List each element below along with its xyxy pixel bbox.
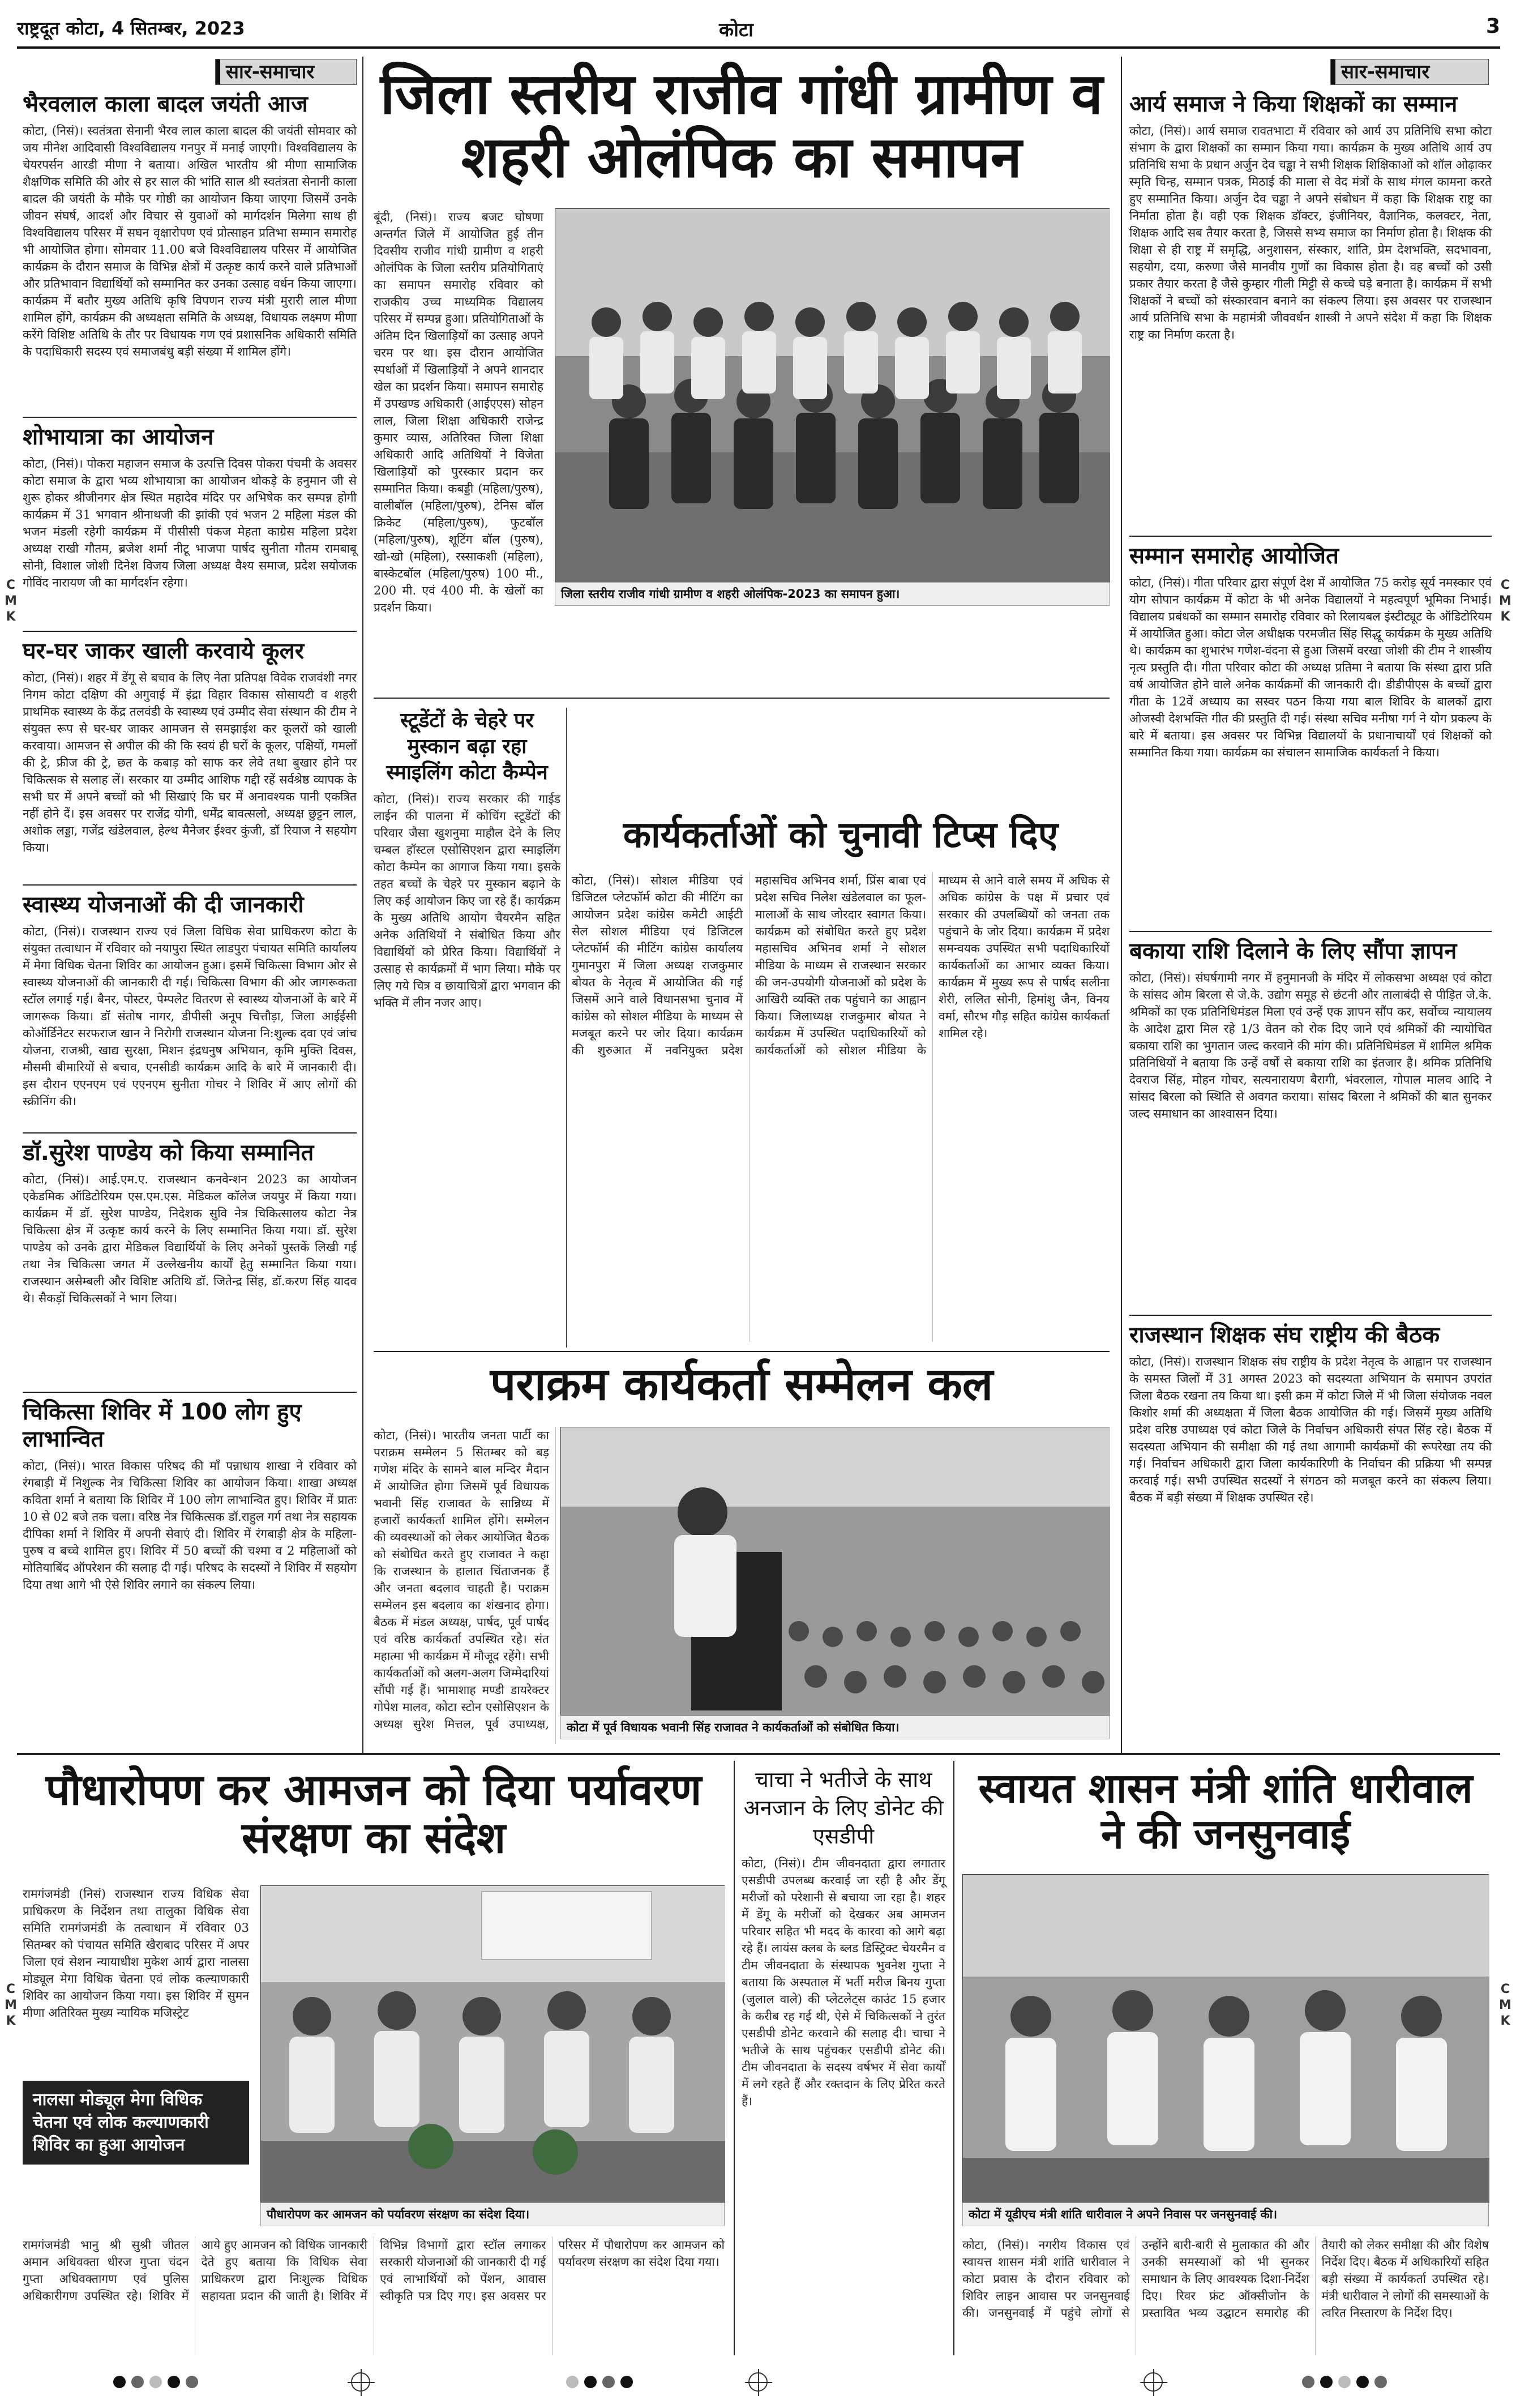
story-sammaan-samaroh <box>1129 542 1492 927</box>
color-dot <box>186 2376 198 2388</box>
story-headline: चाचा ने भतीजे के साथ अनजान के लिए डोनेट की एसडीपी <box>743 1767 944 1849</box>
photo-olympic-caption: जिला स्तरीय राजीव गांधी ग्रामीण व शहरी ओलंपिक-2023 का समापन हुआ। <box>555 582 1110 606</box>
cmk-mark-right: C M K <box>1499 578 1511 624</box>
registration-mark <box>748 2372 768 2392</box>
photo-sammelan-image <box>561 1427 1110 1716</box>
story-headline: घर-घर जाकर खाली करवाये कूलर <box>23 638 305 664</box>
story-headline: सम्मान समारोह आयोजित <box>1129 543 1339 569</box>
story-bakaya-rashi <box>1129 938 1492 1311</box>
photo-jansunwai-image <box>963 1875 1489 2203</box>
story-arya-samaj <box>1129 91 1492 532</box>
headline-jansunwai: स्वायत शासन मंत्री शांति धारीवाल ने की जनसुनवाई <box>978 1764 1473 1858</box>
story-chikitsa-shivir <box>23 1398 357 1744</box>
divider <box>23 417 357 418</box>
color-dot <box>566 2376 579 2388</box>
story-headline: बकाया राशि दिलाने के लिए सौंपा ज्ञापन <box>1129 938 1457 964</box>
cmk-mark-left-bottom: C M K <box>5 1982 17 2028</box>
divider <box>1129 931 1492 932</box>
color-dot <box>131 2376 144 2388</box>
divider <box>1129 536 1492 537</box>
registration-mark <box>351 2372 370 2392</box>
story-jansunwai-body: कोटा, (निसं)। नगरीय विकास एवं स्वायत्त शासन मंत्री शांति धारीवाल ने कोटा प्रवास के दौरान रविवार को शिविर लाइन आवास पर जनसुनवाई की। जनसुनवाई में पहुंचे लोगों से उन्होंने बारी-बारी से मुलाकात की और उनकी समस्याओं को भी सुनकर समाधान के लिए आवश्यक दिशा-निर्देश दिए। रिवर फ्रंट ऑक्सीजोन के प्रस्तावित भव्य उद्घाटन समारोह की तैयारी को लेकर समीक्षा की और विशेष निर्देश दिए। बैठक में अधिकारियों सहित बड़ी संख्या में कार्यकर्ता उपस्थित रहे। मंत्री धारीवाल ने लोगों की समस्याओं के त्वरित निस्तारण के निर्देश दिए। <box>962 2238 1489 2320</box>
divider <box>23 884 357 886</box>
color-dot <box>1374 2376 1387 2388</box>
story-headline: स्टूडेंटों के चेहरे पर मुस्कान बढ़ा रहा स्माइलिंग कोटा कैम्पेन <box>386 709 548 784</box>
story-body: कोटा, (निसं)। राज्य सरकार की गाईड लाईन की पालना में कोचिंग स्टूडेंटों की परिवार जैसा खुशनुमा माहौल देने के लिए चम्बल हॉस्टल एसोसिएशन द्वारा स्माइलिंग कोटा कैम्पेन का आगाज किया गया। इसके तहत बच्चों के चेहरे पर मुस्कान बढ़ाने के लिए कई आयोजन किए जा रहे हैं। कार्यक्रम के मुख्य अतिथि आयोग चैयरमैन सहित अनेक अतिथियों ने संबोधित किया और विद्यार्थियों को प्रेरित किया। विद्यार्थियों ने उत्साह से कार्यक्रमों में भाग लिया। मौके पर लिए गये चित्र व छायाचित्रों द्वारा भगवान की भक्ति में लीन नजर आए। <box>374 792 560 1010</box>
color-bar-right <box>1302 2376 1387 2388</box>
section-tag-left: सार-समाचार <box>215 59 357 85</box>
story-body: कोटा, (निसं)। संघर्षगामी नगर में हनुमानजी के मंदिर में लोकसभा अध्यक्ष एवं कोटा के सांसद ओम बिरला से जे.के. उद्योग समूह से छंटनी और तालाबंदी से पीड़ित जे.के. श्रमिकों का एक प्रतिनिधिमंडल मिला एवं उन्हें एक ज्ञापन सौंप कर, सर्वोच्च न्यायालय के आदेश द्वारा मिल रहे 1/3 वेतन को रोक दिए जाने एवं श्रमिकों की न्यायोचित बकाया राशि का भुगतान जल्द करवाने की मांग की। प्रतिनिधिमंडल में शामिल श्रमिक प्रतिनिधियों ने बताया कि उन्हें वर्षों से बकाया राशि का इंतजार है। श्रमिक प्रतिनिधि देवराज सिंह, मोहन गोचर, सत्यनारायण बैरागी, भंवरलाल, गोपाल मालव आदि ने सांसद बिरला को स्थिति से अवगत कराया। सांसद बिरला ने श्रमिकों की बात सुनकर जल्द समाधान का आश्वासन दिया। <box>1129 971 1492 1120</box>
color-bar-center <box>566 2376 633 2388</box>
photo-paudharopan-caption: पौधारोपण कर आमजन को पर्यावरण संरक्षण का संदेश दिया। <box>260 2202 725 2226</box>
photo-paudharopan <box>260 1885 725 2202</box>
section-tag-right: सार-समाचार <box>1330 59 1489 85</box>
cmk-mark-left: C M K <box>5 578 17 624</box>
story-body: कोटा, (निसं)। भारत विकास परिषद की माँ पन्नाधाय शाखा ने रविवार को रंगबाड़ी में निशुल्क नेत्र चिकित्सा शिविर का आयोजन किया। शाखा अध्यक्ष कविता शर्मा ने बताया कि शिविर में 100 लोग लाभान्वित हुए। शिविर में प्रातः 10 से 02 बजे तक चला। वरिष्ठ नेत्र चिकित्सक डॉ.राहुल गर्ग तथा नेत्र सहायक दीपिका शर्मा ने शिविर में अपनी सेवाएं दी। शिविर में रंगबाड़ी क्षेत्र के महिला-पुरुष व बच्चे शामिल हुए। शिविर में 50 बच्चों की चश्मा व 2 महिलाओं को मोतियाबिंद ऑपरेशन की सलाह दी गई। परिषद के सदस्यों ने शिविर में सहयोग दिया तथा आगे भी ऐसे शिविर लगाने का संकल्प लिया। <box>23 1459 357 1592</box>
color-dot <box>1320 2376 1333 2388</box>
callout-nalsa-shivir <box>23 2081 249 2165</box>
story-paudharopan-intro: रामगंजमंडी (निसं) राजस्थान राज्य विधिक सेवा प्राधिकरण के निर्देशन तथा तालुका विधिक सेवा समिति रामगंजमंडी के तत्वाधान में रविवार 03 सितम्बर को पंचायत समिति खैराबाद परिसर में अपर जिला एवं सेशन न्यायाधीश मुकेश आर्य द्वारा नालसा मोड्यूल मेगा विधिक चेतना एवं लोक कल्याणकारी शिविर का आयोजन किया गया। इस शिविर में सुमन मीणा अतिरिक्त मुख्य न्यायिक मजिस्ट्रेट <box>23 1887 249 2020</box>
story-shobhayatra <box>23 424 357 627</box>
photo-olympic-team <box>555 208 1110 582</box>
story-headline: भैरवलाल काला बादल जयंती आज <box>23 91 308 117</box>
story-headline: शोभायात्रा का आयोजन <box>23 424 214 450</box>
story-body: कोटा, (निसं)। स्वतंत्रता सेनानी भैरव लाल काला बादल की जयंती सोमवार को जय मीनेश आदिवासी विश्वविद्यालय गनपुर में मनाई जाएगी। विश्वविद्यालय के चेयरपर्सन आरडी मीणा ने बताया। अखिल भारतीय श्री मीणा सामाजिक शैक्षणिक समिति की ओर से हर साल की भांति साल श्री स्वतंत्रता सेनानी काला बादल की जयंती के मौके पर गोष्ठी का आयोजन किया जाएगा जिसमें उनके जीवन संघर्ष, आदर्श और विचार से युवाओं को मार्गदर्शन मिलेगा साथ ही विश्वविद्यालय परिसर में सघन वृक्षारोपण एवं प्रोत्साहन प्रतिभा सम्मान समारोह भी आयोजित होगा। सोमवार 11.00 बजे विश्वविद्यालय परिसर में आयोजित कार्यक्रम के दौरान समाज के विभिन्न क्षेत्रों में उत्कृष्ट कार्य करने वाले प्रतिभाओं और प्रतिभावान विद्यार्थियों को सम्मानित कर उनका उत्साह वर्धन किया जाएगा। कार्यक्रम में बतौर मुख्य अतिथि कृषि विपणन राज्य मंत्री मुरारी लाल मीणा शामिल होंगे, कार्यक्रम की अध्यक्षता समिति के अध्यक्ष, विधायक लक्ष्मण मीणा करेंगे विशिष्ट अतिथि के तौर पर विधायक गण एवं प्रशासनिक अधिकारी समिति के पदाधिकारी सदस्य एवं समाजबंधु बड़ी संख्या में शामिल होंगे। <box>23 124 357 358</box>
color-dot <box>602 2376 615 2388</box>
story-headline: आर्य समाज ने किया शिक्षकों का सम्मान <box>1129 91 1458 117</box>
story-headline: डॉ.सुरेश पाण्डेय को किया सम्मानित <box>23 1140 314 1166</box>
masthead-city: कोटा <box>719 19 753 41</box>
story-cooler <box>23 638 357 881</box>
story-body: कोटा, (निसं)। टीम जीवनदाता द्वारा लगातार एसडीपी उपलब्ध करवाई जा रही है और डेंगू मरीजों को परेशानी से बचाया जा रहा है। शहर में डेंगू के मरीजों को देखकर अब आमजन परिवार सहित भी मदद के कारवा को आगे बढ़ा रहे हैं। लायंस क्लब के ब्लड डिस्ट्रिक्ट चेयरमैन व टीम जीवनदाता के संस्थापक भुवनेश गुप्ता ने बताया कि अस्पताल में भर्ती मरीज बिनय गुप्ता (जुलाल वाले) की प्लेटलेट्स काउंट 15 हजार के करीब रह गई थी, ऐसे में चिकित्सकों ने तुरंत एसडीपी डोनेट करवाने की सलाह दी। चाचा ने भतीजे के साथ पहुंचकर एसडीपी डोनेट की। टीम जीवनदाता के सदस्य वर्षभर में सेवा कार्यों में लगे रहते हैं और रक्तदान के लिए प्रेरित करते हैं। <box>742 1857 945 2108</box>
color-dot <box>1338 2376 1351 2388</box>
headline-olympic: जिला स्तरीय राजीव गांधी ग्रामीण व शहरी ओलंपिक का समापन <box>380 61 1103 190</box>
column-rule <box>566 708 567 1348</box>
divider <box>374 1351 1110 1352</box>
photo-sammelan-caption: कोटा में पूर्व विधायक भवानी सिंह राजावत ने कार्यकर्ताओं को संबोधित किया। <box>560 1716 1110 1739</box>
story-kala-badal <box>23 91 357 413</box>
divider <box>23 1132 357 1134</box>
section-divider <box>17 1753 1500 1755</box>
photo-jansunwai-caption: कोटा में यूडीएच मंत्री शांति धारीवाल ने अपने निवास पर जनसुनवाई की। <box>962 2202 1489 2226</box>
headline-paudharopan: पौधारोपण कर आमजन को दिया पर्यावरण संरक्षण का संदेश <box>45 1764 702 1863</box>
color-bar-left <box>113 2376 198 2388</box>
divider <box>1129 1315 1492 1316</box>
story-body: कोटा, (निसं)। शहर में डेंगू से बचाव के लिए नेता प्रतिपक्ष विवेक राजवंशी नगर निगम कोटा दक्षिण की अगुवाई में इंद्रा विहार विकास सोसायटी व शहरी प्राथमिक स्वास्थ्य के केंद्र तलवंडी के स्वास्थ्य एवं उम्मीद सेवा संस्थान की टीम ने संयुक्त रूप से घर-घर जाकर आमजन से समझाईश कर कूलरों को खाली करवाया। आमजन से अपील की की कि स्वयं ही घरों के कूलर, पक्षियों, गमलों की ट्रे, फ्रीज की ट्रे, छत के कबाड़ को साफ कर लेवे तथा बुखार होने पर चिकित्सक से सलाह लें। सरकार या उम्मीद आशिफ गद्दी रहें सर्वश्रेष्ठ व्यापक के सभी घर में अपने बच्चों को भी सिखाएं कि घर में अनावश्यक पानी एकत्रित नहीं होने दें। इस अवसर पर राजेंद्र योगी, धर्मेंद्र बावत्सलो, अध्यक्ष छुट्टन लाल, अशोक लड्डा, गजेंद्र खंडेलवाल, हेल्थ मैनेजर ईश्वर कुंजी, डॉ रियाज ने सहयोग किया। <box>23 671 357 854</box>
story-body: कोटा, (निसं)। राजस्थान राज्य एवं जिला विधिक सेवा प्राधिकरण कोटा के संयुक्त तत्वाधान में रविवार को नयापुरा स्थित लाडपुरा पंचायत समिति कार्यालय में मेगा विधिक चेतना शिविर का आयोजन हुआ। इसमें चिकित्सा विभाग ओर से स्वास्थ्य योजनाओं की जानकारी दी गई। चिकित्सा विभाग की ओर जागरूकता स्टॉल लगाई गई। बैनर, पोस्टर, पेम्पलेट वितरण से स्वास्थ्य योजनाओं के बारे में जागरूक किया। डॉ संतोष नागर, डीपीसी अनूप चित्तौड़ा, जिला आईईसी कोऑर्डिनेटर सरफराज खान ने निरोगी राजस्थान योजना नि:शुल्क दवा एवं जांच योजना, राजश्री, खाद्य सुरक्षा, मिशन इंद्रधनुष अभियान, कृमि मुक्ति दिवस, मौसमी बीमारियों से बचाव, एनसीडी कार्यक्रम आदि के बारे में जानकारी दी। इस दौरान एएनएम एवं एएनएम सुनीता गोचर ने शिविर में आए लोगों की स्क्रीनिंग की। <box>23 925 357 1108</box>
story-body: कोटा, (निसं)। आर्य समाज रावतभाटा में रविवार को आर्य उप प्रतिनिधि सभा कोटा संभाग के द्वारा शिक्षकों का सम्मान किया गया। कार्यक्रम के मुख्य अतिथि आर्य उप प्रतिनिधि सभा के प्रधान अर्जुन देव चड्ढा ने सभी शिक्षक शिक्षिकाओं को शॉल ओढ़ाकर स्मृति चिन्ह, सम्मान पत्रक, मिठाई की माला से वेद मंत्रों के साथ मंगल कामना करते हुए सम्मानित किया। अर्जुन देव चड्ढा ने अपने संबोधन में कहा कि शिक्षक राष्ट्र का निर्माता होता है। वही एक शिक्षक डॉक्टर, इंजीनियर, वैज्ञानिक, कलक्टर, नेता, शिक्षक आदि सब तैयार करता है, जिससे सभ्य समाज का निर्माण होता है। शिक्षक की शिक्षा से ही राष्ट्र में समृद्धि, अनुशासन, संस्कार, शांति, प्रेम देशभक्ति, सदभावना, सहयोग, दया, करुणा जैसे मानवीय गुणों का विकास होता है। वह बच्चों को उसी प्रकार तैयार करता है जैसे कुम्हार गीली मिट्टी से कच्चे घड़े बनाता है। कार्यक्रम में सभी शिक्षकों ने बच्चों को संस्कारवान बनाने का संकल्प लिया। इस अवसर पर राजस्थान आर्य प्रतिनिधि सभा के महामंत्री जीववर्धन शास्त्री ने अपने संदेश में कहा कि शिक्षक राष्ट्र का निर्माण करता है। <box>1129 124 1492 341</box>
story-body: कोटा, (निसं)। राजस्थान शिक्षक संघ राष्ट्रीय के प्रदेश नेतृत्व के आह्वान पर राजस्थान के समस्त जिलों में 31 अगस्त 2023 को सदस्यता अभियान के समापन उपरांत जिला बैठक रखना तय किया था। इसी क्रम में कोटा जिले में भी जिला संयोजक नवल किशोर शर्मा की अध्यक्षता में जिला बैठक आयोजित की गई। जिसमें मुख्य अतिथि प्रदेश वरिष्ठ उपाध्यक्ष एवं कोटा जिले के निर्वाचन अधिकारी संपत सिंह रहे। बैठक में सदस्यता अभियान की समीक्षा की गई तथा आगामी कार्यक्रमों की रूपरेखा तय की गई। निर्वाचन अधिकारी द्वारा जिला कार्यकारिणी के निर्वाचन की प्रक्रिया भी सम्पन्न करवाई गई। सभी उपस्थित सदस्यों ने संगठन को मजबूत करने का संकल्प लिया। बैठक में बड़ी संख्या में शिक्षक उपस्थित रहे। <box>1129 1355 1492 1504</box>
callout-text: नालसा मोड्यूल मेगा विधिक चेतना एवं लोक कल्याणकारी शिविर का हुआ आयोजन <box>33 2090 209 2155</box>
color-dot <box>113 2376 126 2388</box>
story-paudharopan-body: रामगंजमंडी भानु श्री सुश्री जीतल अमान अधिवक्ता धीरज गुप्ता चंदन गुप्ता अधिवक्तागण एवं पुलिस अधिकारीगण उपस्थित रहे। शिविर में आये हुए आमजन को विधिक जानकारी देते हुए बताया कि विधिक सेवा प्राधिकरण द्वारा निःशुल्क विधिक सहायता प्रदान की जाती है। शिविर में विभिन्न विभागों द्वारा स्टॉल लगाकर सरकारी योजनाओं की जानकारी दी गई एवं लाभार्थियों को पेंशन, आवास स्वीकृति पत्र दिए गए। इस अवसर पर परिसर में पौधारोपण कर आमजन को पर्यावरण संरक्षण का संदेश दिया गया। <box>23 2238 725 2303</box>
photo-olympic-image <box>555 209 1110 583</box>
divider <box>23 1392 357 1393</box>
color-dot <box>620 2376 633 2388</box>
story-shikshak-sangh <box>1129 1321 1492 1744</box>
column-rule <box>953 1761 954 2355</box>
story-headline: चिकित्सा शिविर में 100 लोग हुए लाभान्वित <box>23 1399 302 1452</box>
photo-sammelan <box>560 1427 1110 1716</box>
column-rule <box>362 57 363 1755</box>
story-olympic-body-left: बूंदी, (निसं)। राज्य बजट घोषणा अन्तर्गत जिले में आयोजित हुई तीन दिवसीय राजीव गांधी ग्रामीण व शहरी ओलंपिक के जिला स्तरीय प्रतियोगिताएं का समापन समारोह रविवार को राजकीय उच्च माध्यमिक विद्यालय परिसर में सम्पन्न हुआ। प्रतियोगिताओं के अंतिम दिन खिलाड़ियों का उत्साह अपने चरम पर था। इस दौरान आयोजित स्पर्धाओं में खिलाड़ियों ने अपने शानदार खेल का प्रदर्शन किया। समापन समारोह में उपखण्ड अधिकारी (आईएएस) सोहन लाल, जिला शिक्षा अधिकारी राजेन्द्र कुमार व्यास, अतिरिक्त जिला शिक्षा अधिकारी आदि अतिथियों ने विजेता खिलाड़ियों को पुरस्कार प्रदान कर सम्मानित किया। कबड्डी (महिला/पुरुष), वालीबॉल (महिला/पुरुष), टेनिस बॉल क्रिकेट (महिला/पुरुष), फुटबॉल (महिला/पुरुष), शूटिंग बॉल (पुरुष), खो-खो (महिला), रस्साकशी (महिला), बास्केटबॉल (महिला/पुरुष) 100 मी., 200 मी. एवं 400 मी. के खेलों का प्रदर्शन किया। <box>374 210 543 614</box>
divider <box>23 631 357 632</box>
column-rule <box>734 1761 735 2355</box>
story-body: कोटा, (निसं)। गीता परिवार द्वारा संपूर्ण देश में आयोजित 75 करोड़ सूर्य नमस्कार एवं योग सोपान कार्यक्रम में कोटा के भी अनेक विद्यालयों ने महत्वपूर्ण भूमिका निभाई। विद्यालय प्रबंधकों का सम्मान समारोह रविवार को रिलायबल इंस्टीट्यूट के ऑडिटोरियम में आयोजित हुआ। कोटा जेल अधीक्षक परमजीत सिंह सिद्धू कार्यक्रम के मुख्य अतिथि थे। कार्यक्रम का शुभारंभ गणेश-वंदना से हुआ जिसमें वरखा जोशी की टीम ने शास्त्रीय नृत्य प्रस्तुति दी। गीता परिवार कोटा की अध्यक्ष प्रतिमा ने बताया कि संस्था द्वारा प्रति वर्ष आयोजित होने वाले अनेक कार्यक्रमों की जानकारी दी। डीडीपीएस के बच्चों द्वारा गीता के 12वें अध्याय का सस्वर पठन किया गया बाल शिविर के बालकों द्वारा ओजस्वी देशभक्ति गीत की प्रस्तुति दी गई। संस्था सचिव मनीषा गर्ग ने योग प्रकल्प के बारे में बताया। इस अवसर पर विभिन्न विद्यालयों के प्रधानाचार्यों एवं शिक्षकों को सम्मानित किया गया। कार्यक्रम का संचालन सामाजिक कार्यकर्ता ने किया। <box>1129 576 1492 759</box>
divider <box>374 698 1110 699</box>
headline-sammelan: पराक्रम कार्यकर्ता सम्मेलन कल <box>490 1358 993 1410</box>
story-headline: स्वास्थ्य योजनाओं की दी जानकारी <box>23 892 304 918</box>
story-sdp-donate <box>742 1765 945 2354</box>
story-sammelan-body: कोटा, (निसं)। भारतीय जनता पार्टी का पराक्रम सम्मेलन 5 सितम्बर को बड़ गणेश मंदिर के सामने बाल मन्दिर मैदान में आयोजित होगा जिसमें पूर्व विधायक भवानी सिंह राजावत के सान्निध्य में हजारों कार्यकर्ता शामिल होंगे। सम्मेलन की व्यवस्थाओं को लेकर आयोजित बैठक को संबोधित करते हुए राजावत ने कहा कि राजस्थान के हालात चिंताजनक हैं और जनता बदलाव चाहती है। पराक्रम सम्मेलन इस बदलाव का शंखनाद होगा। बैठक में मंडल अध्यक्ष, पार्षद, पूर्व पार्षद एवं वरिष्ठ कार्यकर्ता उपस्थित रहे। संत महात्मा भी कार्यक्रम में मौजूद रहेंगे। सभी कार्यकर्ताओं को अलग-अलग जिम्मेदारियां सौंपी गई हैं। भामाशाह मण्डी डायरेक्टर गोपेश मालव, कोटा स्टोन एसोसिएशन के अध्यक्ष सुरेश मित्तल, पूर्व उपाध्यक्ष, <box>374 1428 549 1731</box>
photo-paudharopan-image <box>261 1886 725 2203</box>
story-swasthya <box>23 891 357 1129</box>
story-body: कोटा, (निसं)। पोकरा महाजन समाज के उत्पत्ति दिवस पोकरा पंचमी के अवसर कोटा समाज के द्वारा भव्य शोभायात्रा का आयोजन थोकड़े के हनुमान जी से शुरू होकर श्रीजीनगर क्षेत्र स्थित महादेव मंदिर पर अभिषेक कर सम्पन्न होगी कार्यक्रम में 31 भगवान श्रीनाथजी की झांकी एवं भजन 2 महिला मंडल की भजन मंडली रहेगी कार्यक्रम में पीसीसी पंकज मेहता काग्रेस महिला प्रदेश अध्यक्ष राखी गौतम, ब्रजेश शर्मा नीटू भाजपा पार्षद सुनीता गौतम रामबाबू सोनी, विशाल जोशी दिनेश विजय जिला अध्यक्ष वैश्य समाज, प्रदेश सयोजक गोविंद नारायण जी का मार्गदर्शन रहेगा। <box>23 457 357 589</box>
color-dot <box>149 2376 162 2388</box>
cmk-mark-right-bottom: C M K <box>1499 1982 1511 2028</box>
color-dot <box>1302 2376 1314 2388</box>
story-suresh-pandey <box>23 1139 357 1388</box>
story-smiling-kota <box>374 708 560 1348</box>
headline-chunavi-tips: कार्यकर्ताओं को चुनावी टिप्स दिए <box>623 814 1059 856</box>
column-rule <box>1121 57 1122 1755</box>
masthead-date: राष्ट्रदूत कोटा, 4 सितम्बर, 2023 <box>17 18 245 39</box>
photo-jansunwai <box>962 1874 1489 2202</box>
color-dot <box>168 2376 180 2388</box>
page-number: 3 <box>1485 15 1500 38</box>
registration-mark <box>1144 2372 1163 2392</box>
color-dot <box>1356 2376 1369 2388</box>
color-dot <box>584 2376 597 2388</box>
story-headline: राजस्थान शिक्षक संघ राष्ट्रीय की बैठक <box>1129 1322 1440 1348</box>
story-chunavi-body: कोटा, (निसं)। सोशल मीडिया एवं डिजिटल प्लेटफॉर्म कोटा की मीटिंग का आयोजन प्रदेश कांग्रेस कमेटी आईटी सेल सोशल मीडिया एवं डिजिटल प्लेटफॉर्म की मीटिंग कांग्रेस कार्यालय गुमानपुरा में जिला अध्यक्ष राजकुमार बोयत के नेतृत्व में आयोजित की गई जिसमें आने वाले विधानसभा चुनाव में कांग्रेस को सोशल मीडिया के माध्यम से मजबूत करने पर जोर दिया। कार्यक्रम की शुरुआत में नवनियुक्त प्रदेश महासचिव अभिनव शर्मा, प्रिंस बाबा एवं प्रदेश सचिव निलेश खंडेलवाल का फूल-मालाओं के साथ जोरदार स्वागत किया। कार्यक्रम को संबोधित करते हुए प्रदेश महासचिव अभिनव शर्मा ने सोशल मीडिया के माध्यम से राजस्थान सरकार की जन-उपयोगी योजनाओं को प्रदेश के आखिरी व्यक्ति तक पहुंचाने का आह्वान किया। जिलाध्यक्ष राजकुमार बोयत ने कार्यक्रम में उपस्थित पदाधिकारियों को कार्यकर्ताओं को सोशल मीडिया के माध्यम से आने वाले समय में अधिक से अधिक कांग्रेस के पक्ष में प्रचार एवं सरकार की उपलब्धियों को जनता तक पहुंचाने के जोर दिया। कार्यक्रम में प्रदेश समन्वयक उपस्थित सभी पदाधिकारियों कार्यकर्ताओं का आभार व्यक्त किया। कार्यक्रम में मुख्य रूप से पार्षद सलीना शेरी, ललित सोनी, हिमांशु जैन, विनय वर्मा, सौरभ गौड़ सहित कांग्रेस कार्यकर्ता शामिल रहे। <box>572 874 1110 1057</box>
masthead <box>17 11 1500 49</box>
story-body: कोटा, (निसं)। आई.एम.ए. राजस्थान कनवेन्शन 2023 का आयोजन एकेडमिक ऑडिटोरियम एस.एम.एस. मेडिकल कॉलेज जयपुर में किया गया। कार्यक्रम में डॉ. सुरेश पाण्डेय, निदेशक सुवि नेत्र चिकित्सालय कोटा नेत्र चिकित्सा क्षेत्र में उत्कृष्ट कार्य करने के लिए सम्मानित किया गया। डॉ. सुरेश पाण्डेय को उनके द्वारा मेडिकल विद्यार्थियों के लिए अनेकों पुस्तकें लिखी गई तथा नेत्र चिकित्सा जगत में उल्लेखनीय कार्यों हेतु सम्मानित किया गया। राजस्थान असेम्बली और विशिष्ट अतिथि डॉ. जितेन्द्र सिंह, डॉ.करण सिंह यादव थे। सैकड़ों चिकित्सकों ने भाग लिया। <box>23 1173 357 1305</box>
